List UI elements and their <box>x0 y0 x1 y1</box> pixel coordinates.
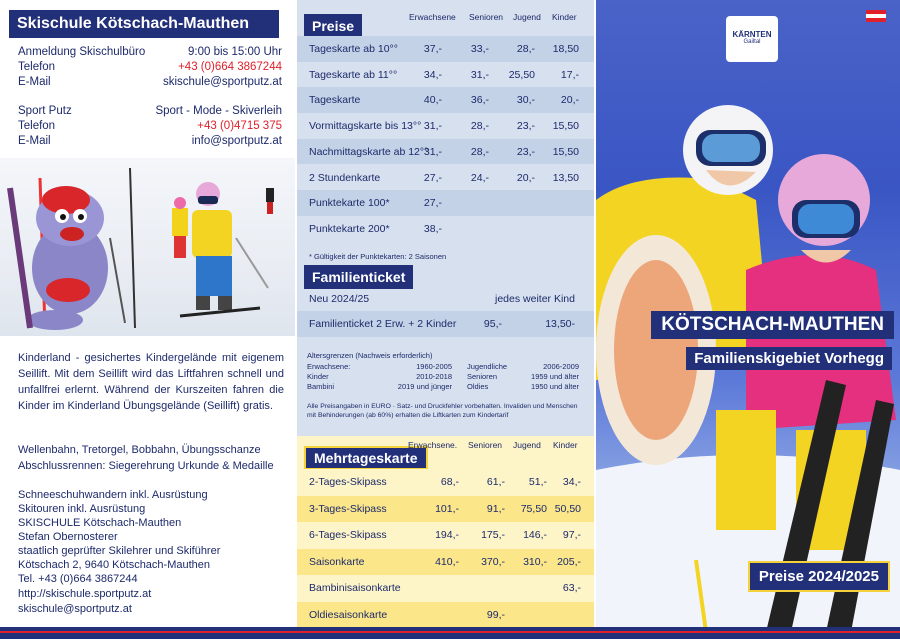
contact-value: Sport - Mode - Skiverleih <box>155 105 282 117</box>
price-value: 27,- <box>423 171 442 184</box>
column-header: Kinder <box>553 440 578 450</box>
cover-panel <box>596 0 900 632</box>
multiday-value: 99,- <box>486 608 505 621</box>
contact-label: E-Mail <box>18 76 51 88</box>
age-limit-cell: Senioren <box>467 372 498 381</box>
contact-row <box>18 61 282 73</box>
price-value: 15,50 <box>552 145 579 158</box>
logo-text: KÄRNTEN <box>732 30 772 39</box>
multiday-value: 410,- <box>435 555 459 568</box>
multiday-row <box>297 549 594 575</box>
price-value: 34,- <box>423 68 442 81</box>
family-ticket-price: 95,- <box>483 318 502 330</box>
price-row-name: Nachmittagskarte ab 12°° <box>309 145 429 158</box>
kinderland-text: Kinderland - gesichertes Kindergelände mit eigenem Seillift. Mit dem Seillift wird das Liftfahren schnell und unfallfrei erlernt. Während der Kurszeiten fahren die Kinder im Kinderland Übungsgelände (Seillift) gratis. <box>18 352 284 412</box>
price-value: 31,- <box>423 145 442 158</box>
email-link[interactable]: skischule@sportputz.at <box>18 603 132 615</box>
multiday-row <box>297 469 594 495</box>
multiday-value: 34,- <box>562 476 581 488</box>
multiday-row-name: 3-Tages-Skipass <box>309 502 387 515</box>
multiday-value: 97,- <box>562 529 581 541</box>
season-badge: Preise 2024/2025 <box>748 561 890 592</box>
price-row <box>297 87 594 113</box>
price-value: 13,50 <box>552 171 579 184</box>
instructor-qualification: staatlich geprüfter Skilehrer und Skiführer <box>18 545 221 557</box>
phone-link[interactable]: +43 (0)664 3867244 <box>178 61 282 73</box>
age-limit-cell: Erwachsene: <box>307 362 351 371</box>
footer-bar <box>0 627 900 639</box>
column-header: Senioren <box>469 12 504 22</box>
kids-skiing-photo <box>0 158 295 336</box>
price-value: 25,50 <box>508 68 535 81</box>
age-limit-cell: Kinder <box>307 372 329 381</box>
price-row <box>297 139 594 165</box>
multiday-value: 370,- <box>481 555 505 568</box>
price-panel <box>297 0 594 632</box>
email-link[interactable]: info@sportputz.at <box>191 135 282 147</box>
family-extra-price: 13,50- <box>545 318 575 330</box>
multiday-value: 63,- <box>562 582 581 594</box>
price-row <box>297 165 594 191</box>
multiday-value: 194,- <box>435 529 459 541</box>
multiday-value: 146,- <box>523 529 547 541</box>
contact-label: Anmeldung Skischulbüro <box>18 46 146 58</box>
family-extra-label: jedes weiter Kind <box>495 293 575 305</box>
age-limit-cell: 1950 und älter <box>531 382 579 391</box>
address: Kötschach 2, 9640 Kötschach-Mauthen <box>18 559 211 571</box>
multiday-value: 101,- <box>435 502 459 515</box>
multiday-row <box>297 496 594 522</box>
cover-subtitle: Familienskigebiet Vorhegg <box>686 347 892 370</box>
family-subheader-row <box>297 289 594 311</box>
family-new-label: Neu 2024/25 <box>309 293 370 305</box>
multiday-row-name: Saisonkarte <box>309 555 365 568</box>
price-value: 37,- <box>423 43 442 55</box>
activities-text: Wellenbahn, Tretorgel, Bobbahn, Übungsschanze <box>18 444 261 456</box>
multiday-row-name: 6-Tages-Skipass <box>309 529 387 541</box>
price-row-name: Punktekarte 100* <box>309 197 390 210</box>
column-header: Erwachsene <box>409 12 456 22</box>
skischule-name: SKISCHULE Kötschach-Mauthen <box>18 517 182 529</box>
price-note: Alle Preisangaben in EURO · Satz- und Druckfehler vorbehalten. Invaliden und Menschen mit Behinderungen (ab 60%) erhalten die Liftkarten zum Kindertarif <box>307 403 578 419</box>
multiday-row-name: Oldiesaisonkarte <box>309 608 388 621</box>
price-value: 24,- <box>470 171 489 184</box>
multiday-value: 50,50 <box>554 502 581 515</box>
phone[interactable]: Tel. +43 (0)664 3867244 <box>18 573 138 585</box>
price-row <box>297 36 594 62</box>
multiday-row <box>297 575 594 601</box>
price-value: 31,- <box>470 68 489 81</box>
mehrtages-header: Mehrtageskarte <box>304 446 428 470</box>
column-header: Kinder <box>552 12 577 22</box>
price-row <box>297 113 594 139</box>
contact-row <box>18 120 282 132</box>
age-limit-cell: 1960-2005 <box>416 362 452 371</box>
column-header: Jugend <box>513 12 541 22</box>
multiday-value: 175,- <box>481 529 505 541</box>
website-link[interactable]: http://skischule.sportputz.at <box>18 588 152 600</box>
price-row-name: Tageskarte ab 10°° <box>309 43 398 55</box>
multiday-value: 75,50 <box>520 502 547 515</box>
multiday-value: 91,- <box>486 502 505 515</box>
contact-value: 9:00 bis 15:00 Uhr <box>188 46 282 58</box>
price-row-name: 2 Stundenkarte <box>309 171 381 184</box>
age-limit-cell: 1959 und älter <box>531 372 579 381</box>
price-row <box>297 216 594 242</box>
price-value: 20,- <box>560 94 579 107</box>
column-header: Senioren <box>468 440 503 450</box>
price-value: 23,- <box>516 120 535 133</box>
price-value: 33,- <box>470 43 489 55</box>
family-ticket-name: Familienticket 2 Erw. + 2 Kinder <box>309 318 457 330</box>
cover-title: KÖTSCHACH-MAUTHEN <box>651 311 894 339</box>
multiday-value: 51,- <box>528 476 547 488</box>
price-value: 23,- <box>516 145 535 158</box>
price-value: 20,- <box>516 171 535 184</box>
kaernten-logo <box>726 16 778 62</box>
price-row-name: Punktekarte 200* <box>309 222 390 235</box>
contact-row <box>18 105 282 117</box>
age-limit-cell: 2010-2018 <box>416 372 452 381</box>
multiday-row-name: Bambinisaisonkarte <box>309 582 401 594</box>
price-value: 40,- <box>423 94 442 107</box>
multiday-row <box>297 522 594 548</box>
price-value: 30,- <box>516 94 535 107</box>
age-limit-cell: 2019 und jünger <box>397 382 452 391</box>
age-limits-title: Altersgrenzen (Nachweis erforderlich) <box>307 351 433 360</box>
age-limit-cell: Jugendliche <box>467 362 508 371</box>
price-value: 38,- <box>423 222 442 235</box>
instructor-name: Stefan Obernosterer <box>18 531 118 543</box>
familienticket-header: Familienticket <box>304 265 413 289</box>
column-header: Erwachsene. <box>408 440 458 450</box>
multiday-value: 68,- <box>440 476 459 488</box>
price-value: 17,- <box>560 68 579 81</box>
phone-link[interactable]: +43 (0)4715 375 <box>197 120 282 132</box>
snowshoe-text: Schneeschuhwandern inkl. Ausrüstung <box>18 489 208 501</box>
price-value: 27,- <box>423 197 442 210</box>
multiday-row <box>297 602 594 628</box>
price-value: 28,- <box>470 145 489 158</box>
price-row-name: Vormittagskarte bis 13°° <box>309 120 422 133</box>
email-link[interactable]: skischule@sportputz.at <box>162 76 282 88</box>
logo-subtext: Gailtal <box>743 39 761 45</box>
price-value: 18,50 <box>552 43 579 55</box>
column-header: Jugend <box>513 440 541 450</box>
preise-header: Preise <box>304 14 362 38</box>
price-value: 28,- <box>470 120 489 133</box>
age-limit-cell: 2006-2009 <box>543 362 579 371</box>
left-panel <box>0 0 295 632</box>
footnote: * Gültigkeit der Punktekarten: 2 Saisonen <box>309 252 447 261</box>
multiday-value: 310,- <box>523 555 547 568</box>
price-value: 28,- <box>516 43 535 55</box>
skitour-text: Skitouren inkl. Ausrüstung <box>18 503 146 515</box>
contact-label: Telefon <box>18 120 56 132</box>
race-text: Abschlussrennen: Siegerehrung Urkunde & Medaille <box>18 460 274 472</box>
multiday-value: 61,- <box>486 476 505 488</box>
multiday-value: 205,- <box>557 555 581 568</box>
price-row <box>297 62 594 88</box>
age-limit-cell: Oldies <box>467 382 489 391</box>
price-row-name: Tageskarte <box>309 94 361 107</box>
contact-row <box>18 76 282 88</box>
family-ticket-row <box>297 311 594 337</box>
contact-row <box>18 135 282 147</box>
price-row-name: Tageskarte ab 11°° <box>309 68 398 81</box>
price-value: 31,- <box>423 120 442 133</box>
contact-label: E-Mail <box>18 135 51 147</box>
price-value: 15,50 <box>552 120 579 133</box>
age-limit-cell: Bambini <box>307 382 335 391</box>
contact-row <box>18 46 282 58</box>
contact-label: Sport Putz <box>18 105 72 117</box>
multiday-row-name: 2-Tages-Skipass <box>309 476 387 488</box>
price-value: 36,- <box>470 94 489 107</box>
contact-label: Telefon <box>18 61 56 73</box>
mascot-and-kids-illustration <box>0 158 295 336</box>
price-row <box>297 190 594 216</box>
ski-school-title: Skischule Kötschach-Mauthen <box>9 10 279 38</box>
